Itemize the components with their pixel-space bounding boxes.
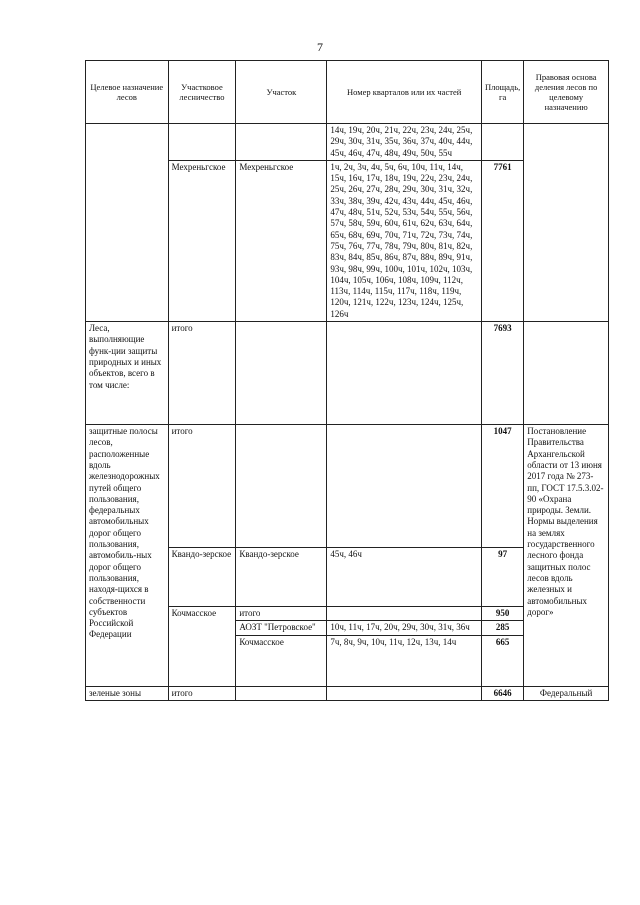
header-area: Площадь, га — [481, 61, 523, 124]
table-header-row — [86, 61, 609, 124]
plot-cell — [236, 124, 327, 161]
plot-cell: итого — [236, 607, 327, 621]
legal-cell — [524, 322, 609, 425]
forestry-cell — [168, 124, 236, 161]
area-cell: 7761 — [481, 160, 523, 321]
header-forestry: Участковое лесничество — [168, 61, 236, 124]
plot-cell: Мехреньгское — [236, 160, 327, 321]
forestry-cell: итого — [168, 686, 236, 700]
header-plot: Участок — [236, 61, 327, 124]
table-row — [86, 425, 609, 548]
quarters-cell: 45ч, 46ч — [327, 548, 482, 607]
area-cell: 6646 — [481, 686, 523, 700]
plot-cell: Квандо-зерское — [236, 548, 327, 607]
table-row — [86, 686, 609, 700]
forestry-cell: итого — [168, 322, 236, 425]
table-row — [86, 124, 609, 161]
plot-cell: АОЗТ "Петровское" — [236, 621, 327, 635]
legal-cell: Федеральный — [524, 686, 609, 700]
area-cell: 1047 — [481, 425, 523, 548]
forestry-cell: итого — [168, 425, 236, 548]
quarters-cell: 7ч, 8ч, 9ч, 10ч, 11ч, 12ч, 13ч, 14ч — [327, 635, 482, 686]
plot-cell — [236, 686, 327, 700]
area-cell: 97 — [481, 548, 523, 607]
header-quarters: Номер кварталов или их частей — [327, 61, 482, 124]
quarters-cell — [327, 607, 482, 621]
page-number: 7 — [317, 40, 323, 54]
area-cell: 665 — [481, 635, 523, 686]
purpose-cell: защитные полосы лесов, расположенные вдоль железнодорожных путей общего пользования, федеральных автомобильных дорог общего пользования, автомобиль-ных дорог общего пользования, находя-щихся в собственности субъектов Российской Федерации — [86, 425, 169, 687]
forestry-cell: Мехреньгское — [168, 160, 236, 321]
forestry-cell: Квандо-зерское — [168, 548, 236, 607]
header-purpose: Целевое назначение лесов — [86, 61, 169, 124]
purpose-cell: Леса, выполняющие функ-ции защиты природных и иных объектов, всего в том числе: — [86, 322, 169, 425]
forestry-cell: Кочмасское — [168, 607, 236, 687]
plot-cell — [236, 425, 327, 548]
quarters-cell: 1ч, 2ч, 3ч, 4ч, 5ч, 6ч, 10ч, 11ч, 14ч, 15ч, 16ч, 17ч, 18ч, 19ч, 22ч, 23ч, 24ч, 25ч, 26ч, 27ч, 28ч, 29ч, 30ч, 31ч, 32ч, 33ч, 38ч, 39ч, 42ч, 43ч, 44ч, 45ч, 46ч, 47ч, 48ч, 51ч, 52ч, 53ч, 54ч, 55ч, 56ч, 57ч, 58ч, 59ч, 60ч, 61ч, 62ч, 63ч, 64ч, 65ч, 68ч, 69ч, 70ч, 71ч, 72ч, 73ч, 74ч, 75ч, 76ч, 77ч, 78ч, 79ч, 80ч, 81ч, 82ч, 83ч, 84ч, 85ч, 86ч, 87ч, 88ч, 89ч, 91ч, 93ч, 98ч, 99ч, 100ч, 101ч, 102ч, 103ч, 104ч, 105ч, 106ч, 108ч, 109ч, 112ч, 113ч, 114ч, 115ч, 117ч, 118ч, 119ч, 120ч, 121ч, 122ч, 123ч, 124ч, 125ч, 126ч — [327, 160, 482, 321]
quarters-cell — [327, 322, 482, 425]
area-cell: 950 — [481, 607, 523, 621]
header-legal: Правовая основа деления лесов по целевому назначению — [524, 61, 609, 124]
plot-cell — [236, 322, 327, 425]
plot-cell: Кочмасское — [236, 635, 327, 686]
quarters-cell: 14ч, 19ч, 20ч, 21ч, 22ч, 23ч, 24ч, 25ч, 29ч, 30ч, 31ч, 35ч, 36ч, 37ч, 40ч, 44ч, 45ч, 46ч, 47ч, 48ч, 49ч, 50ч, 55ч — [327, 124, 482, 161]
area-cell — [481, 124, 523, 161]
forest-purpose-table — [85, 60, 609, 701]
legal-cell — [524, 124, 609, 322]
purpose-cell: зеленые зоны — [86, 686, 169, 700]
quarters-cell — [327, 425, 482, 548]
quarters-cell: 10ч, 11ч, 17ч, 20ч, 29ч, 30ч, 31ч, 36ч — [327, 621, 482, 635]
area-cell: 285 — [481, 621, 523, 635]
area-cell: 7693 — [481, 322, 523, 425]
quarters-cell — [327, 686, 482, 700]
purpose-cell — [86, 124, 169, 322]
legal-cell: Постановление Правительства Архангельской области от 13 июня 2017 года № 273-пп, ГОСТ 17.5.3.02-90 «Охрана природы. Земли. Нормы выделения на землях государственного лесного фонда защитных полос лесов вдоль железных и автомобильных дорог» — [524, 425, 609, 687]
table-row — [86, 322, 609, 425]
